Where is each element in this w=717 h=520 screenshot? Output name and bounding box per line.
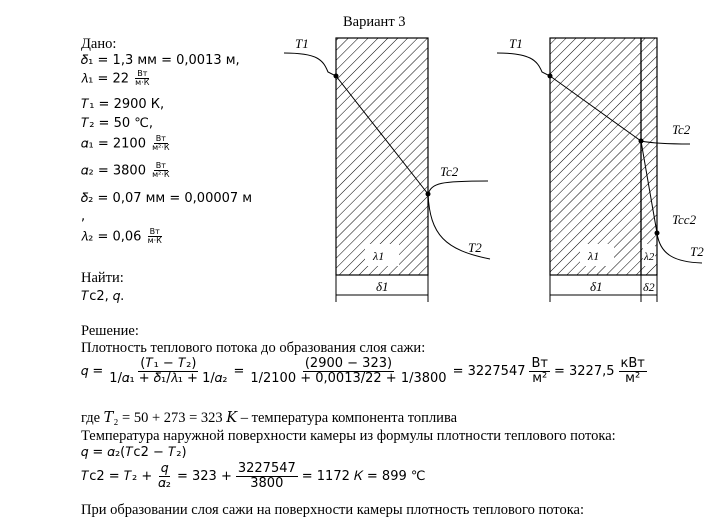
given-label: Дано: [81, 36, 117, 52]
label-lambda2: λ2 [644, 251, 655, 263]
q-unit-kw: $\frac{\text{кВт}}{\text{м²}}$ [620, 356, 645, 386]
label-t1: T1 [295, 36, 309, 51]
variant-title: Вариант 3 [343, 14, 406, 30]
label-lambda1: λ1 [588, 249, 600, 263]
q-fraction-symbolic: $\frac{\text{(𝑇₁ − 𝑇₂)}}{\text{1/𝛼₁ + 𝛿₁/𝜆₁ + 1/𝛼₂}}$ [109, 356, 228, 386]
label-delta2: δ2 [643, 280, 655, 294]
label-t1: T1 [509, 36, 523, 51]
find-values: 𝑇c2, 𝑞. [81, 289, 125, 304]
wall-diagram-single [284, 36, 490, 302]
q-unit-w: $\frac{Вт}{\text{м²}}$ [531, 356, 548, 386]
given-comma: , [81, 209, 86, 224]
label-t2: T2 [690, 244, 704, 259]
alpha1-value: 𝛼₁ = 2100 [81, 136, 146, 152]
point-tcc2 [655, 231, 660, 236]
point-t1 [548, 74, 553, 79]
point-tc2 [639, 139, 644, 144]
unit-fraction: $\frac{Вт}{\text{м²·К}}$ [152, 134, 170, 153]
solution-line-3: где 𝑇₂ = 50 + 273 = 323 𝐾 – температура компонента топлива [81, 410, 458, 426]
point-t1 [334, 74, 339, 79]
unit-fraction: $\frac{Вт}{м\cdot К}$ [147, 227, 162, 246]
tc2-fraction-1: $\frac{\text{𝑞}}{\text{𝛼₂}}$ [158, 461, 171, 491]
label-delta1: δ1 [590, 279, 603, 294]
q-fraction-numeric: $\frac{(2900 - 323)}{1/2100 + 0,0013/22 + 1/3800}$ [250, 356, 447, 386]
label-tc2: Tc2 [440, 164, 459, 179]
label-delta1: δ1 [376, 279, 389, 294]
q-lhs: 𝑞 = [81, 363, 104, 379]
wall-diagram-with-soot [497, 36, 704, 302]
wall-layer-1 [336, 38, 428, 275]
label-tc2: Tc2 [672, 122, 691, 137]
given-delta2: 𝛿₂ = 0,07 мм = 0,00007 м [81, 191, 253, 206]
label-tcc2: Tcc2 [672, 212, 697, 227]
tc2-fraction-2: $\frac{3227547}{3800}$ [237, 461, 296, 491]
q-result-w: = 3227547 [452, 363, 526, 379]
solution-line-5: 𝑞 = 𝛼₂(𝑇c2 − 𝑇₂) [81, 445, 187, 460]
lambda2-value: 𝜆₂ = 0,06 [81, 229, 142, 245]
given-delta1: 𝛿₁ = 1,3 мм = 0,0013 м, [81, 53, 240, 68]
unit-fraction: $\frac{Вт}{\text{м²·К}}$ [152, 161, 170, 180]
q-result-kw: = 3227,5 [553, 363, 615, 379]
given-t1: 𝑇₁ = 2900 К, [81, 97, 165, 112]
solution-line-7: При образовании слоя сажи на поверхности камеры плотность теплового потока: [81, 502, 584, 518]
heat-flux-formula: 𝑞 = $\frac{\text{(𝑇₁ − 𝑇₂)}}{\text{1/𝛼₁ + 𝛿₁/𝜆₁ + 1/𝛼₂}}$ = $\frac{(2900 - 323)}{1/2100 + 0,0013/22 + 1/3800}$ = 3227547 $\frac{Вт}{\text{м²}}$ = 3227,5 $\frac{\text{кВт}}{\text{м²}}$ [81, 356, 645, 386]
unit-fraction: $\frac{Вт}{м\cdot К}$ [135, 69, 150, 88]
given-t2: 𝑇₂ = 50 ℃, [81, 116, 153, 131]
solution-line-4: Температура наружной поверхности камеры из формулы плотности теплового потока: [81, 428, 616, 444]
label-t2: T2 [468, 240, 482, 255]
lambda1-value: 𝜆₁ = 22 [81, 71, 130, 87]
alpha2-value: 𝛼₂ = 3800 [81, 163, 146, 179]
label-lambda1: λ1 [373, 249, 385, 263]
find-label: Найти: [81, 270, 124, 286]
tc2-formula: 𝑇c2 = 𝑇₂ + $\frac{\text{𝑞}}{\text{𝛼₂}}$ = 323 + $\frac{3227547}{3800}$ = 1172 𝐾 = 899 ℃ [81, 461, 426, 491]
wall-layer-1 [550, 38, 641, 275]
point-tc2 [426, 192, 431, 197]
solution-label: Решение: [81, 323, 139, 339]
solution-line-1: Плотность теплового потока до образования слоя сажи: [81, 340, 426, 356]
